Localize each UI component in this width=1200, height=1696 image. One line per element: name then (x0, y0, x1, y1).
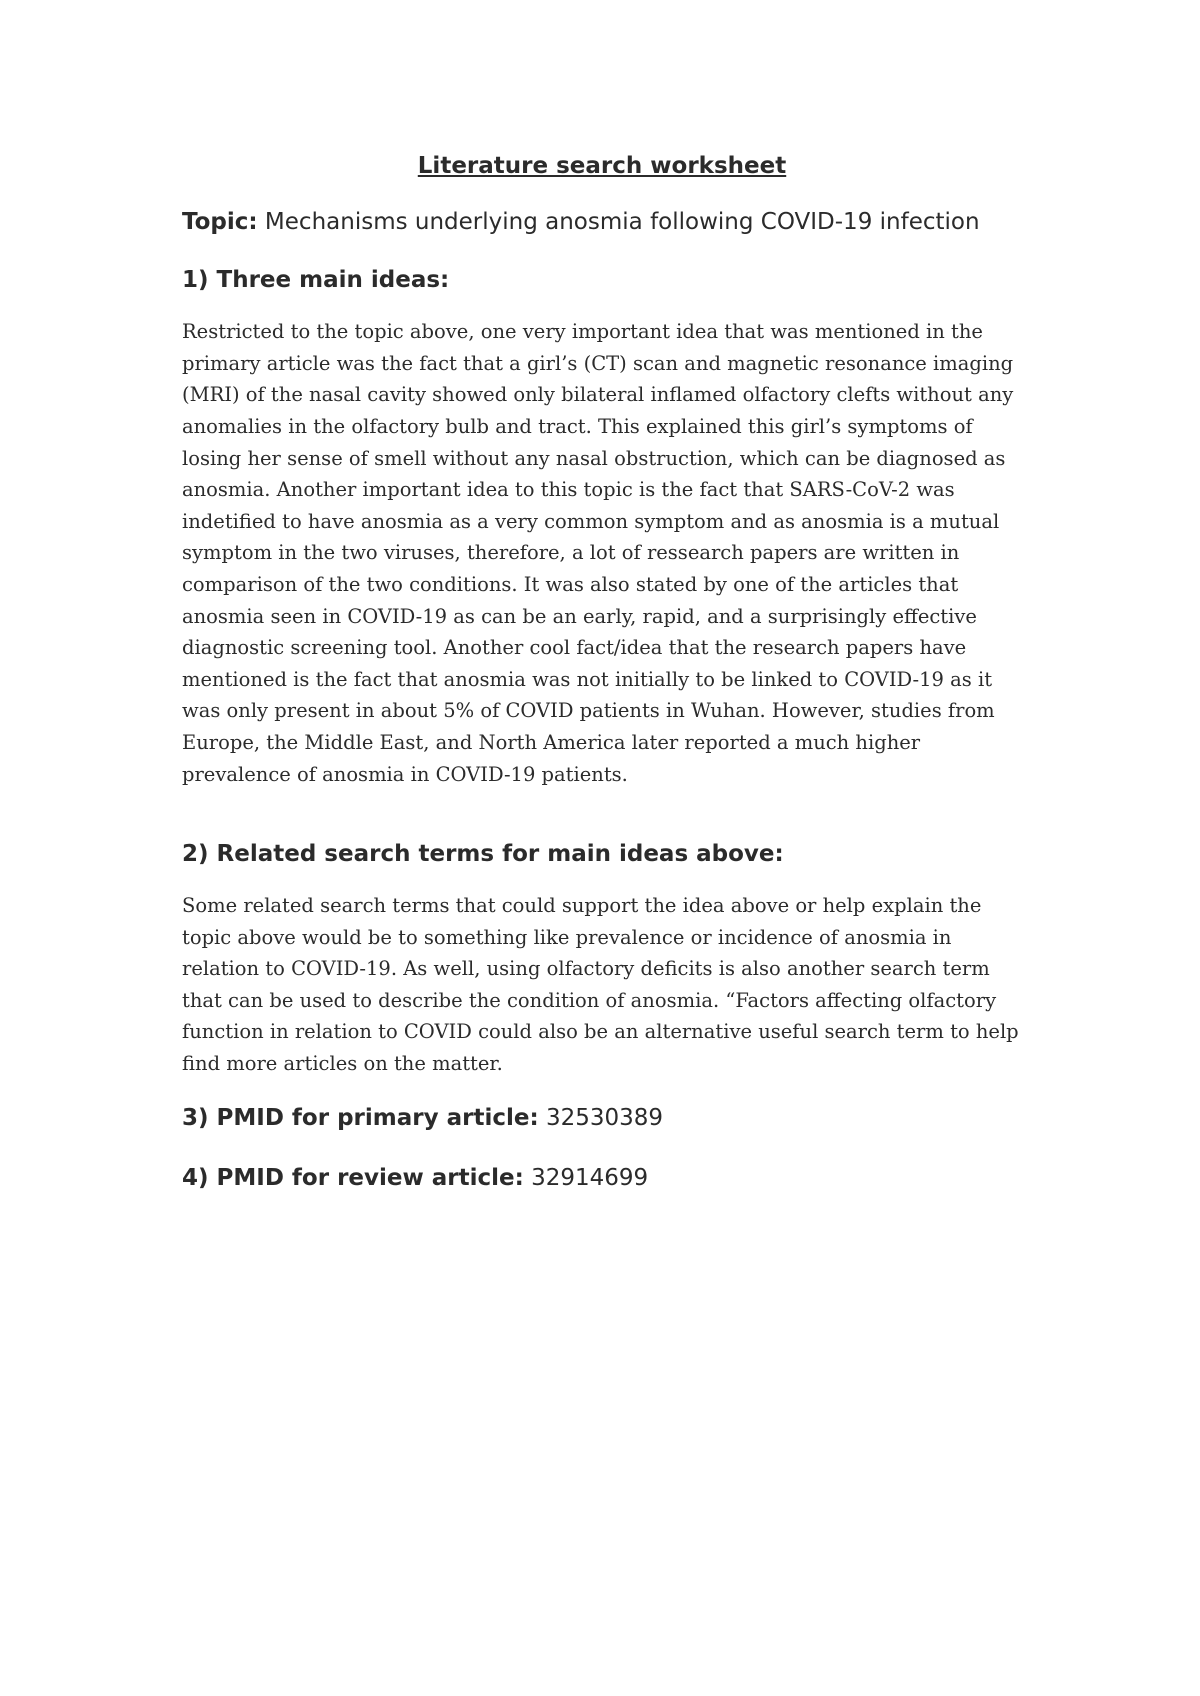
section-heading-main-ideas: 1) Three main ideas: (182, 267, 450, 294)
pmid-primary-value: 32530389 (538, 1104, 664, 1131)
pmid-review-line (182, 1162, 1022, 1194)
pmid-primary-label: 3) PMID for primary article: (182, 1104, 539, 1131)
pmid-primary-line (182, 1102, 1022, 1134)
section-body-search-terms: Some related search terms that could support the idea above or help explain the topic above would be to something like prevalence or incidence of anosmia in relation to COVID-19. As well, using olfactory deficits is also another search term that can be used to describe the condition of anosmia. “Factors affecting olfactory function in relation to COVID could also be an alternative useful search term to help find more articles on the matter. (182, 894, 1019, 1076)
section-heading-search-terms: 2) Related search terms for main ideas above: (182, 841, 784, 868)
document-title: Literature search worksheet (417, 153, 787, 179)
section-body-main-ideas: Restricted to the topic above, one very important idea that was mentioned in the primary article was the fact that a girl’s (CT) scan and magnetic resonance imaging (MRI) of the nasal cavity showed only bilateral inflamed olfactory clefts without any anomalies in the olfactory bulb and tract. This explained this girl’s symptoms of losing her sense of smell without any nasal obstruction, which can be diagnosed as anosmia. Another important idea to this topic is the fact that SARS-CoV-2 was indetified to have anosmia as a very common symptom and as anosmia is a mutual symptom in the two viruses, therefore, a lot of ressearch papers are written in comparison of the two conditions. It was also stated by one of the articles that anosmia seen in COVID-19 as can be an early, rapid, and a surprisingly effective diagnostic screening tool. Another cool fact/idea that the research papers have mentioned is the fact that anosmia was not initially to be linked to COVID-19 as it was only present in about 5% of COVID patients in Wuhan. However, studies from Europe, the Middle East, and North America later reported a much higher prevalence of anosmia in COVID-19 patients. (182, 320, 1014, 786)
topic-text: Mechanisms underlying anosmia following COVID-19 infection (257, 209, 980, 236)
topic-label: Topic: (182, 209, 258, 236)
topic-line (182, 206, 1022, 238)
pmid-review-value: 32914699 (523, 1164, 649, 1191)
pmid-review-label: 4) PMID for review article: (182, 1164, 524, 1191)
document-content (182, 150, 1022, 1194)
